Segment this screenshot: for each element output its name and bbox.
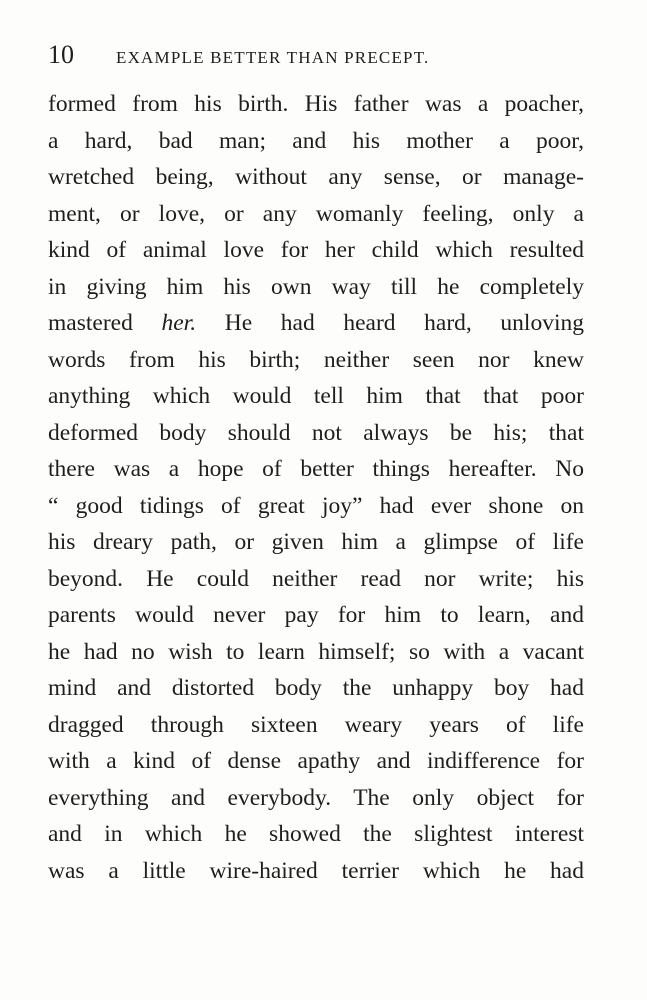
text-line: words from his birth; neither seen nor knew (48, 346, 584, 373)
text-line: parents would never pay for him to learn, and (48, 602, 584, 628)
text-line: with a kind of dense apathy and indifference for (48, 748, 584, 774)
body-text (48, 86, 584, 889)
text-line: there was a hope of better things hereafter. No (48, 456, 584, 482)
text-line: anything which would tell him that that poor (48, 383, 584, 409)
text-line: beyond. He could neither read nor write; his (48, 565, 584, 592)
text-line: everything and everybody. The only object for (48, 784, 584, 811)
text-line: wretched being, without any sense, or manage- (48, 164, 584, 190)
text-line: he had no wish to learn himself; so with a vacant (48, 638, 584, 665)
text-line: deformed body should not always be his; that (48, 419, 584, 446)
emphasized-word: her. (161, 310, 197, 336)
text-line: and in which he showed the slightest interest (48, 821, 584, 847)
running-title: EXAMPLE BETTER THAN PRECEPT. (116, 48, 430, 67)
text-line: formed from his birth. His father was a poacher, (48, 91, 584, 117)
text-line: in giving him his own way till he completely (48, 273, 584, 300)
text-line: dragged through sixteen weary years of life (48, 711, 584, 738)
text-line: mind and distorted body the unhappy boy had (48, 675, 584, 701)
page-header (48, 40, 588, 70)
text-line-with-emphasis (48, 305, 584, 342)
text-line: his dreary path, or given him a glimpse of life (48, 529, 584, 555)
text-segment: He had heard hard, unloving (196, 310, 584, 336)
text-line: “ good tidings of great joy” had ever shone on (48, 492, 584, 519)
text-line: a hard, bad man; and his mother a poor, (48, 127, 584, 154)
page-number: 10 (48, 40, 74, 69)
text-line: was a little wire-haired terrier which he had (48, 857, 584, 884)
text-line: kind of animal love for her child which resulted (48, 237, 584, 263)
text-line: ment, or love, or any womanly feeling, only a (48, 200, 584, 227)
text-segment: mastered (48, 310, 162, 336)
